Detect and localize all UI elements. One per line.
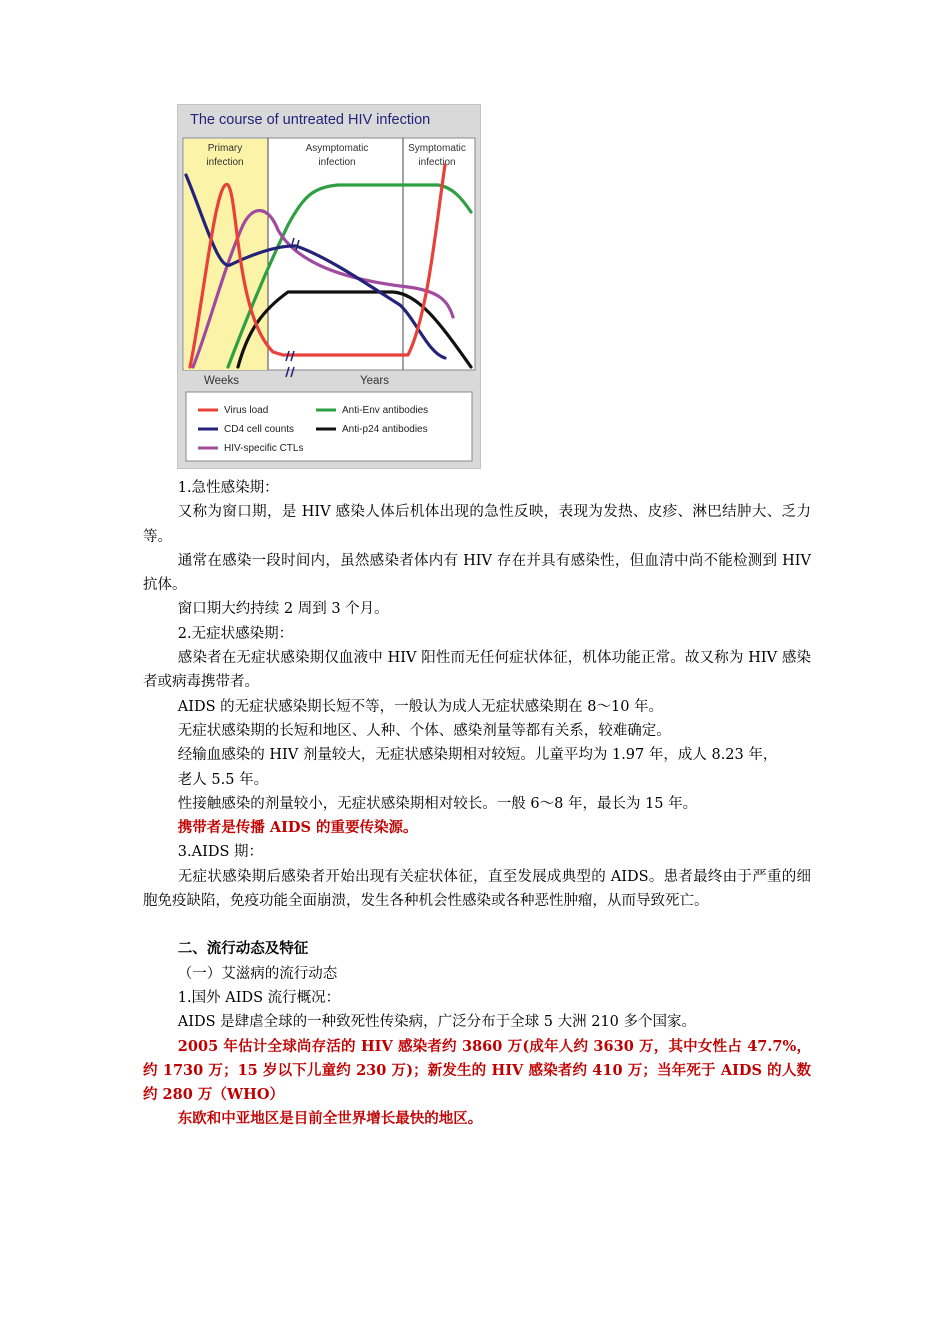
axis-label-weeks: Weeks <box>204 375 239 387</box>
section-heading: 二、流行动态及特征 <box>177 940 309 958</box>
figure-title: The course of untreated HIV infection <box>190 112 431 128</box>
hiv-course-figure <box>177 104 481 469</box>
paragraph: （一）艾滋病的流行动态 <box>177 965 338 982</box>
document-body <box>143 476 811 1132</box>
phase-primary-line2: infection <box>206 157 244 168</box>
legend-cd4: CD4 cell counts <box>224 424 295 435</box>
paragraph: 无症状感染期的长短和地区、人种、个体、感染剂量等都有关系，较难确定。 <box>177 722 671 739</box>
paragraph: 感染者在无症状感染期仅血液中 HIV 阳性而无任何症状体征，机体功能正常。故又称为 HIV 感染者或病毒携带者。 <box>143 650 811 691</box>
highlight-paragraph: 携带者是传播 AIDS 的重要传染源。 <box>177 819 418 837</box>
paragraph: 窗口期大约持续 2 周到 3 个月。 <box>177 601 389 618</box>
legend-anti-p24: Anti-p24 antibodies <box>342 424 428 435</box>
legend-ctls: HIV-specific CTLs <box>224 443 304 454</box>
paragraph: 2.无症状感染期： <box>177 625 294 642</box>
paragraph: AIDS 是肆虐全球的一种致死性传染病，广泛分布于全球 5 大洲 210 多个国家。 <box>177 1014 696 1031</box>
paragraph: 又称为窗口期，是 HIV 感染人体后机体出现的急性反映，表现为发热、皮疹、淋巴结肿大、乏力等。 <box>143 504 811 545</box>
paragraph: 老人 5.5 年。 <box>177 771 269 788</box>
paragraph: 通常在感染一段时间内，虽然感染者体内有 HIV 存在并具有感染性，但血清中尚不能检测到 HIV 抗体。 <box>143 552 811 594</box>
hiv-course-diagram <box>178 105 480 468</box>
paragraph: 1.国外 AIDS 流行概况： <box>177 989 341 1006</box>
paragraph: 3.AIDS 期： <box>177 844 263 861</box>
paragraph: 性接触感染的剂量较小，无症状感染期相对较长。一般 6～8 年，最长为 15 年。 <box>177 795 698 812</box>
phase-asymptomatic-line1: Asymptomatic <box>305 143 369 154</box>
section-gap <box>143 913 811 937</box>
highlight-paragraph: 东欧和中亚地区是目前全世界增长最快的地区。 <box>177 1110 483 1128</box>
paragraph: 1.急性感染期： <box>177 480 279 496</box>
highlight-paragraph: 2005 年估计全球尚存活的 HIV 感染者约 3860 万(成年人约 3630 万，其中女性占 47.7%，约 1730 万；15 岁以下儿童约 230 万)；新发生的 HIV 感染者约 410 万；当年死于 AIDS 的人数约 280 万（WHO） <box>143 1037 811 1104</box>
paragraph: 经输血感染的 HIV 剂量较大，无症状感染期相对较短。儿童平均为 1.97 年，成人 8.23 年， <box>177 747 778 764</box>
legend-virus-load: Virus load <box>224 405 269 416</box>
legend-anti-env: Anti-Env antibodies <box>342 405 429 416</box>
paragraph: 无症状感染期后感染者开始出现有关症状体征，直至发展成典型的 AIDS。患者最终由于严重的细胞免疫缺陷，免疫功能全面崩溃，发生各种机会性感染或各种恶性肿瘤，从而导致死亡。 <box>143 868 811 910</box>
axis-label-years: Years <box>360 375 389 387</box>
phase-primary-line1: Primary <box>207 143 243 154</box>
phase-symptomatic-line1: Symptomatic <box>408 143 466 154</box>
phase-symptomatic-line2: infection <box>418 157 456 168</box>
phase-asymptomatic-line2: infection <box>318 157 356 168</box>
paragraph: AIDS 的无症状感染期长短不等，一般认为成人无症状感染期在 8～10 年。 <box>177 698 664 715</box>
